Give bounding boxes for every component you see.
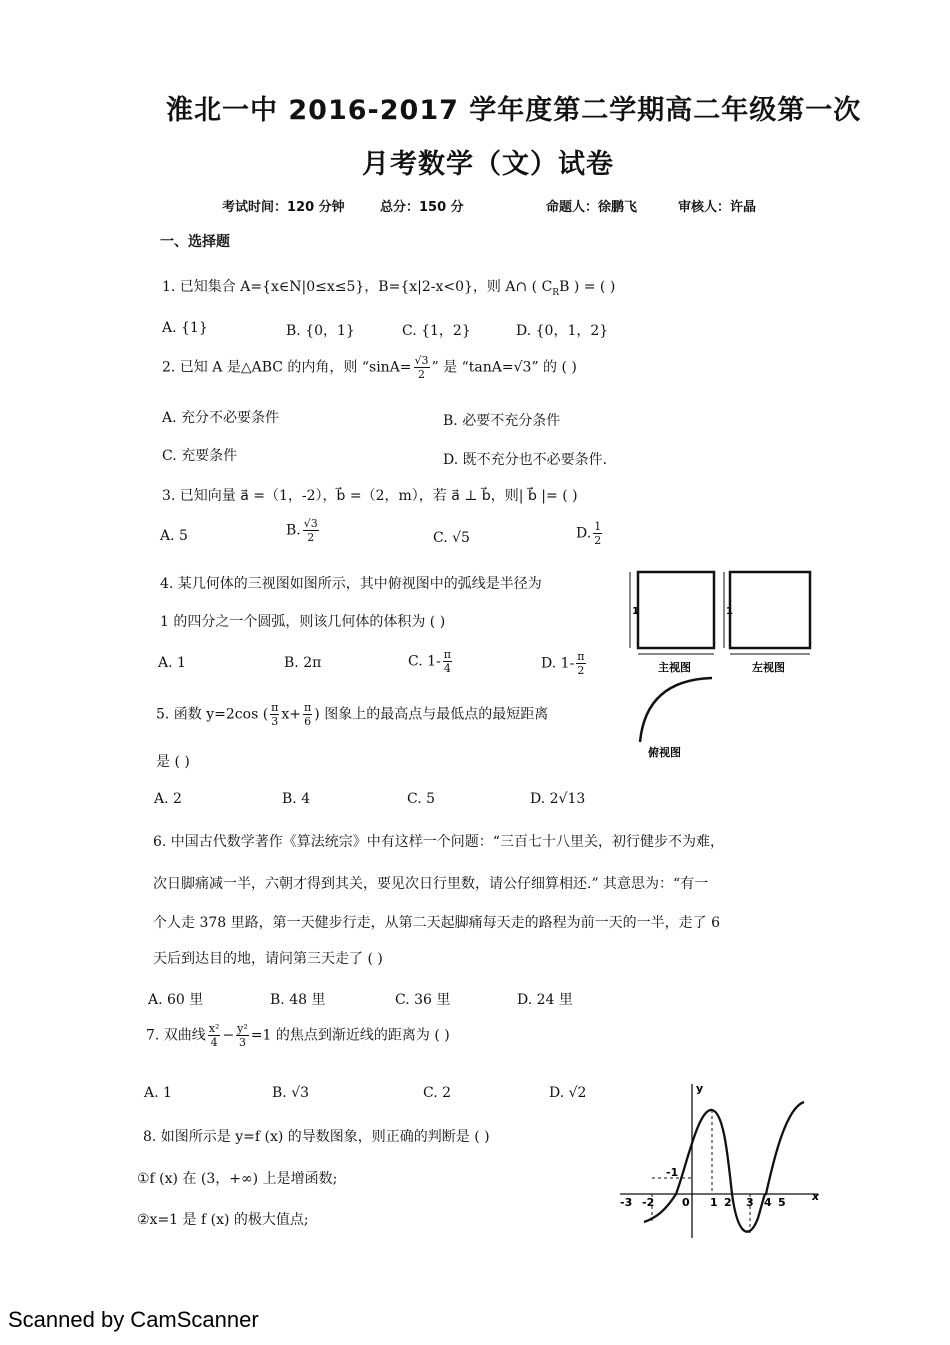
q5-option-c: C. 5 bbox=[407, 791, 436, 807]
exam-title-line1: 淮北一中 2016-2017 学年度第二学期高二年级第一次 bbox=[166, 95, 862, 126]
scanner-watermark: Scanned by CamScanner bbox=[8, 1307, 259, 1332]
q4-option-d-num: π bbox=[577, 650, 585, 663]
q3-option-b-label: B. bbox=[286, 522, 301, 539]
q3-option-b bbox=[286, 517, 321, 544]
question-1-text: 1. 已知集合 A={x∈N|0≤x≤5}，B={x|2-x<0}，则 A∩ ( C bbox=[162, 279, 553, 295]
question-5-line2: 是 ( ) bbox=[156, 754, 190, 770]
question-2-tail: ” 的 ( ) bbox=[531, 359, 577, 376]
tick-0: 0 bbox=[682, 1196, 690, 1209]
question-2-frac-num: √3 bbox=[414, 354, 429, 367]
question-1-tail: B ) = ( ) bbox=[559, 279, 616, 295]
tick-1: 1 bbox=[710, 1196, 718, 1209]
question-2-frac-den: 2 bbox=[418, 368, 426, 381]
exam-time: 考试时间：120 分钟 bbox=[222, 200, 345, 215]
q7-option-b: B. √3 bbox=[272, 1085, 310, 1101]
question-5-frac1 bbox=[270, 701, 279, 728]
q3-option-d-fraction bbox=[593, 520, 602, 547]
q4-option-d bbox=[541, 650, 588, 677]
q4-option-c bbox=[408, 648, 454, 675]
q5-option-d: D. 2√13 bbox=[530, 791, 586, 807]
top-view-label: 俯视图 bbox=[648, 746, 681, 759]
q6-option-c: C. 36 里 bbox=[395, 992, 451, 1008]
q2-option-c: C. 充要条件 bbox=[162, 448, 238, 464]
left-view-dim-label: 1 bbox=[726, 606, 733, 617]
question-7 bbox=[146, 1022, 450, 1049]
question-3: 3. 已知向量 a⃗ =（1，-2），b⃗ =（2，m），若 a⃗ ⊥ b⃗，则| b⃗ |= ( ) bbox=[162, 488, 578, 504]
q4-option-b: B. 2π bbox=[284, 655, 322, 671]
q3-option-b-num: √3 bbox=[303, 517, 318, 530]
question-1-subscript: R bbox=[552, 287, 560, 298]
question-7-frac2-den: 3 bbox=[238, 1036, 246, 1049]
left-view-label: 左视图 bbox=[752, 661, 785, 674]
section-heading: 一、选择题 bbox=[160, 234, 230, 250]
y-axis-label: y bbox=[696, 1082, 704, 1095]
exam-title-line2: 月考数学（文）试卷 bbox=[362, 149, 614, 180]
front-view-square bbox=[638, 572, 714, 648]
q3-option-d-num: 1 bbox=[594, 520, 602, 533]
q3-option-d-label: D. bbox=[576, 525, 592, 542]
question-5-frac2 bbox=[303, 701, 312, 728]
question-2-fraction bbox=[414, 354, 430, 381]
q3-option-b-den: 2 bbox=[307, 531, 315, 544]
question-8-statement-2: ②x=1 是 f (x) 的极大值点; bbox=[137, 1212, 309, 1228]
question-6-line1: 6. 中国古代数学著作《算法统宗》中有这样一个问题：“三百七十八里关，初行健步不为难， bbox=[153, 834, 724, 850]
question-2-pre: 2. 已知 A 是△ABC 的内角，则 “sinA= bbox=[162, 359, 412, 376]
q7-option-d: D. √2 bbox=[549, 1085, 587, 1101]
top-view-arc bbox=[640, 678, 712, 742]
q4-option-d-den: 2 bbox=[577, 664, 585, 677]
three-view-figure bbox=[626, 566, 826, 766]
label-minus-one: -1 bbox=[666, 1166, 679, 1179]
q3-option-a: A. 5 bbox=[160, 528, 188, 544]
question-5-frac2-den: 6 bbox=[304, 715, 312, 728]
q7-option-c: C. 2 bbox=[423, 1085, 452, 1101]
question-7-pre: 7. 双曲线 bbox=[146, 1027, 206, 1044]
question-2-radical: √3 bbox=[513, 359, 532, 376]
front-view-dim-label: 1 bbox=[632, 606, 639, 617]
question-4-line1: 4. 某几何体的三视图如图所示，其中俯视图中的弧线是半径为 bbox=[160, 576, 542, 592]
q2-option-b: B. 必要不充分条件 bbox=[443, 413, 561, 429]
derivative-graph bbox=[614, 1078, 826, 1242]
tick-3: 3 bbox=[746, 1196, 754, 1209]
question-5-frac1-den: 3 bbox=[271, 715, 279, 728]
q2-option-a: A. 充分不必要条件 bbox=[162, 410, 280, 426]
q4-option-a: A. 1 bbox=[158, 655, 186, 671]
question-6-line2: 次日脚痛减一半，六朝才得到其关，要见次日行里数，请公仔细算相还.” 其意思为：“有一 bbox=[153, 876, 709, 892]
question-7-frac1-num: x² bbox=[208, 1022, 220, 1035]
q4-option-c-fraction bbox=[443, 648, 452, 675]
q4-option-c-num: π bbox=[443, 648, 451, 661]
q3-option-c: C. √5 bbox=[433, 530, 470, 546]
question-5-tail: ) 图象上的最高点与最低点的最短距离 bbox=[314, 706, 549, 723]
question-7-frac2-num: y² bbox=[237, 1022, 248, 1035]
q4-option-d-label: D. 1- bbox=[541, 655, 575, 672]
q5-option-a: A. 2 bbox=[154, 791, 182, 807]
q1-option-a: A. {1} bbox=[162, 320, 208, 336]
q3-option-d-den: 2 bbox=[594, 534, 602, 547]
q1-option-c: C. {1，2} bbox=[402, 323, 471, 339]
tick-2: 2 bbox=[724, 1196, 732, 1209]
question-7-minus: − bbox=[222, 1027, 235, 1044]
question-5-pre: 5. 函数 y=2cos ( bbox=[156, 706, 269, 723]
question-4-line2: 1 的四分之一个圆弧，则该几何体的体积为 ( ) bbox=[160, 614, 446, 630]
question-1 bbox=[162, 276, 615, 298]
q4-option-c-den: 4 bbox=[443, 662, 451, 675]
exam-author: 命题人：徐鹏飞 bbox=[546, 200, 638, 215]
tick-neg3: -3 bbox=[620, 1196, 633, 1209]
question-8-statement-1: ①f (x) 在 (3，+∞) 上是增函数; bbox=[137, 1171, 338, 1187]
question-5-frac1-num: π bbox=[271, 701, 279, 714]
q7-option-a: A. 1 bbox=[144, 1085, 172, 1101]
exam-total-score: 总分：150 分 bbox=[380, 200, 464, 215]
x-axis-label: x bbox=[812, 1190, 820, 1203]
question-5-frac2-num: π bbox=[304, 701, 312, 714]
exam-reviewer: 审核人：许晶 bbox=[678, 200, 757, 215]
q1-option-b: B. {0，1} bbox=[286, 323, 355, 339]
q3-option-b-fraction bbox=[303, 517, 319, 544]
question-2-mid: ” 是 “tanA= bbox=[431, 359, 514, 376]
question-7-tail: =1 的焦点到渐近线的距离为 ( ) bbox=[250, 1027, 450, 1044]
tick-5: 5 bbox=[778, 1196, 786, 1209]
question-7-frac1 bbox=[208, 1022, 221, 1049]
q5-option-b: B. 4 bbox=[282, 791, 311, 807]
question-2 bbox=[162, 354, 577, 381]
question-8: 8. 如图所示是 y=f (x) 的导数图象，则正确的判断是 ( ) bbox=[143, 1129, 490, 1145]
question-5-mid: x+ bbox=[281, 706, 302, 723]
front-view-label: 主视图 bbox=[658, 661, 691, 674]
q4-option-c-label: C. 1- bbox=[408, 653, 441, 670]
q4-option-d-fraction bbox=[576, 650, 585, 677]
question-7-frac2 bbox=[236, 1022, 249, 1049]
q6-option-d: D. 24 里 bbox=[517, 992, 573, 1008]
question-5 bbox=[156, 701, 548, 728]
q3-option-d bbox=[576, 520, 604, 547]
q1-option-d: D. {0，1，2} bbox=[516, 323, 609, 339]
question-6-line3: 个人走 378 里路，第一天健步行走，从第二天起脚痛每天走的路程为前一天的一半，走了 6 bbox=[153, 915, 720, 931]
q2-option-d: D. 既不充分也不必要条件. bbox=[443, 452, 608, 468]
question-6-line4: 天后到达目的地，请问第三天走了 ( ) bbox=[153, 951, 383, 967]
tick-neg2: -2 bbox=[642, 1196, 655, 1209]
tick-4: 4 bbox=[764, 1196, 772, 1209]
question-7-frac1-den: 4 bbox=[210, 1036, 218, 1049]
q6-option-a: A. 60 里 bbox=[148, 992, 204, 1008]
left-view-square bbox=[730, 572, 810, 648]
q6-option-b: B. 48 里 bbox=[270, 992, 326, 1008]
